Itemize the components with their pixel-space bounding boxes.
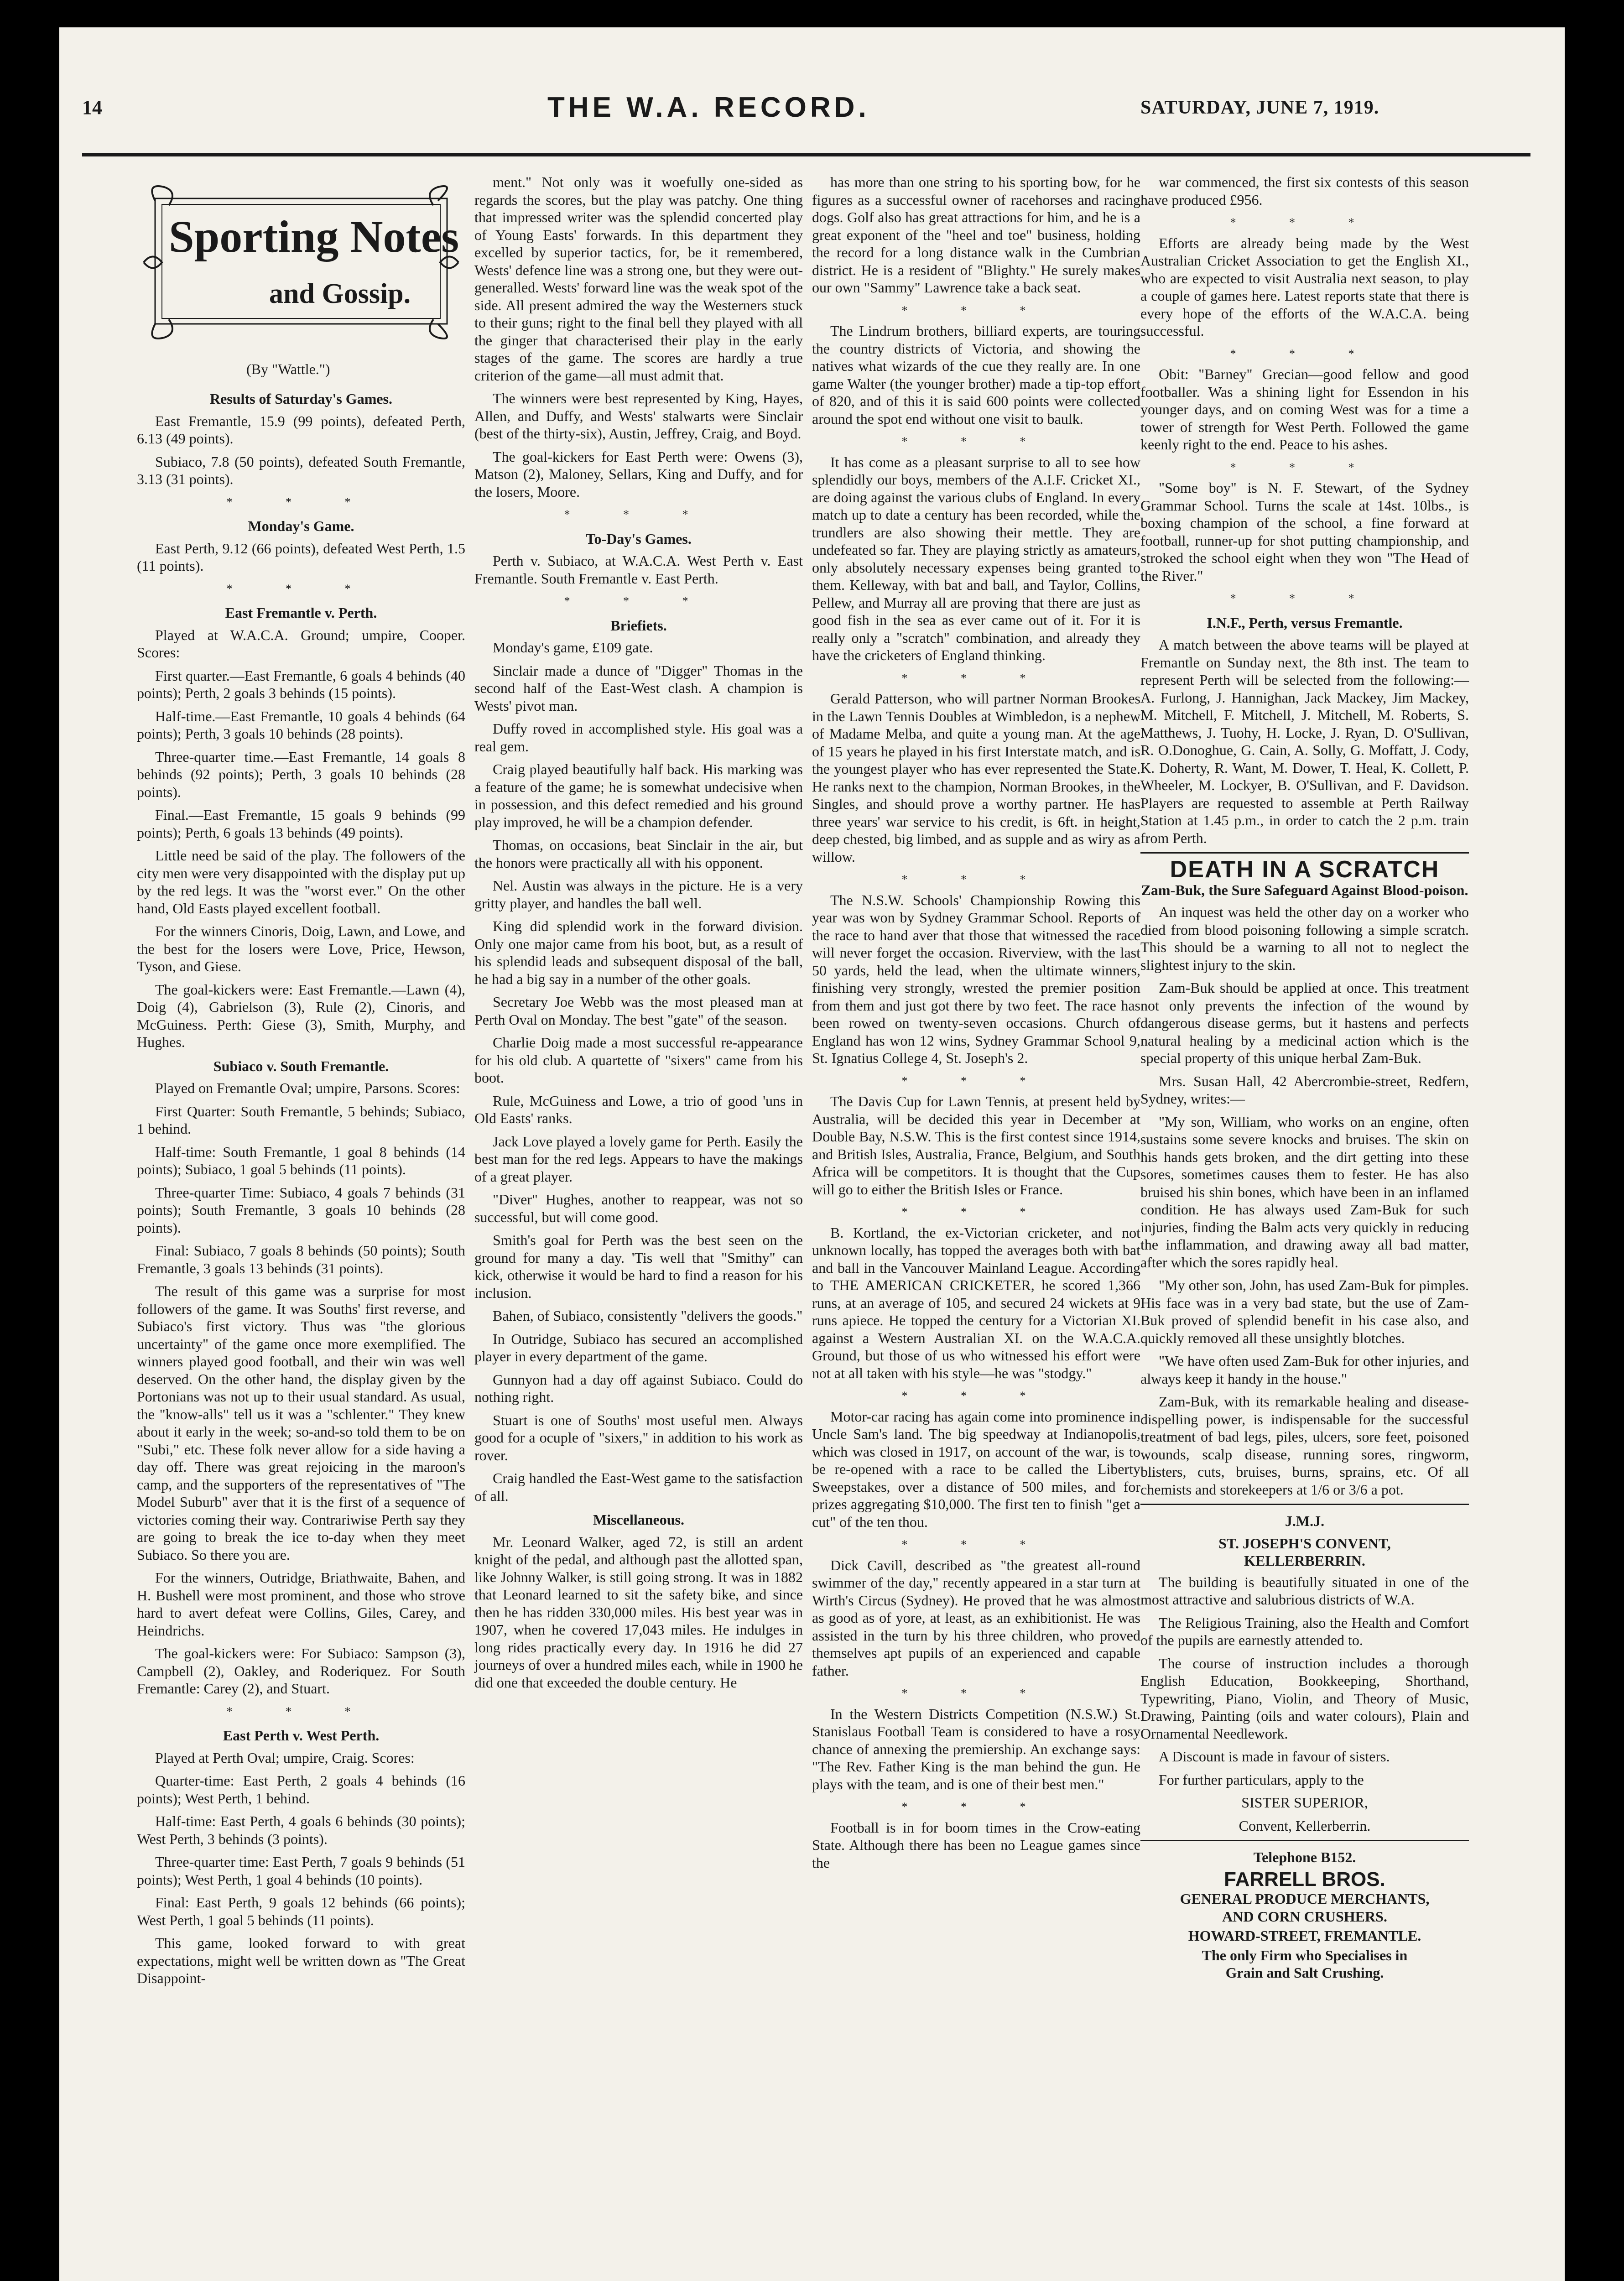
convent-paragraph: The Religious Training, also the Health and Comfort of the pupils are earnestly attended to. [1140,1614,1469,1648]
article-paragraph: Charlie Doig made a most successful re-appearance for his old club. A quartette of "sixers" came from his boot. [474,1034,803,1086]
sporting-notes-banner [137,173,465,381]
article-paragraph: Subiaco, 7.8 (50 points), defeated South Fremantle, 3.13 (31 points). [137,453,465,487]
page-header [82,87,1588,160]
article-paragraph: The goal-kickers for East Perth were: Owens (3), Matson (2), Maloney, Sellars, King and Duffy, and for the losers, Moore. [474,448,803,500]
article-paragraph: Obit: "Barney" Grecian—good fellow and good footballer. Was a shining light for Essendon in his younger days, and on coming West was for a time a tower of strength for West Perth. Followed the game keenly right to the end. Peace to his ashes. [1140,366,1469,453]
article-paragraph: First quarter.—East Fremantle, 6 goals 4 behinds (40 points); Perth, 2 goals 3 behinds (15 points). [137,667,465,701]
column-2 [474,173,803,1697]
section-separator: * * * [901,303,1051,317]
article-paragraph: Little need be said of the play. The followers of the city men were very disappointed with the display put up by the red legs. It was the "worst ever." On the other hand, Old Easts played excellent football. [137,847,465,917]
section-separator: * * * [901,1687,1051,1700]
section-heading: I.N.F., Perth, versus Fremantle. [1207,614,1403,631]
article-paragraph: Craig handled the East-West game to the satisfaction of all. [474,1470,803,1504]
column-4 [1140,173,1469,1982]
article-paragraph: Final.—East Fremantle, 15 goals 9 behinds (99 points); Perth, 6 goals 13 behinds (49 points). [137,807,465,841]
article-paragraph: This game, looked forward to with great expectations, might well be written down as "The Great Disappoint- [137,1935,465,1986]
article-paragraph: It has come as a pleasant surprise to all to see how splendidly our boys, members of the A.I.F. Cricket XI., are doing against the various clubs of England. In every match up to date a century has been recorded, while the trundlers are also showing their mettle. They are undefeated so far. They are playing strictly as amateurs, only absolutely necessary expenses being granted to them. Kelleway, with bat and ball, and Taylor, Collins, Pellew, and Murray all are proving that there are just as good fish in the sea as ever came out of it. For it is really only a "scratch" combination, and already they have the cricketers of England thinking. [812,453,1140,663]
ad-paragraph: An inquest was held the other day on a worker who died from blood poisoning following a simple scratch. This should be a warning to all not to neglect the slightest injury to the skin. [1140,904,1469,973]
article-paragraph: B. Kortland, the ex-Victorian cricketer, and not unknown locally, has topped the averages both with bat and ball in the Vancouver Mainland League. According to THE AMERICAN CRICKETER, he scored 1,366 runs, at an average of 105, and secured 24 wickets at 9 runs apiece. He topped the century for a Victorian XI. against a Western Australian XI. on the W.A.C.A. Ground, but those of us who witnessed his effort were not at all taken with his style—he was "stodgy." [812,1224,1140,1381]
header-rule [82,153,1530,156]
article-paragraph: Gerald Patterson, who will partner Norman Brookes in the Lawn Tennis Doubles at Wimbledon, is a nephew of Madame Melba, and quite a young man. At the age of 15 years he played in his first Interstate match, and is the youngest player who has ever represented the State. He ranks next to the champion, Norman Brookes, in the Singles, and should prove a worthy partner. He has three years' war service to his credit, is 6ft. in height, deep chested, big limbed, and as supple and as wiry as a willow. [812,690,1140,865]
ad-paragraph: "My other son, John, has used Zam-Buk for pimples. His face was in a very bad state, but the use of Zam-Buk proved of splendid benefit in his case also, and quickly removed all these unsightly blotches. [1140,1277,1469,1346]
article-paragraph: Thomas, on occasions, beat Sinclair in the air, but the honors were practically all with his opponent. [474,837,803,871]
ornamental-frame-icon [137,173,465,351]
article-paragraph: Played at Perth Oval; umpire, Craig. Scores: [155,1749,415,1766]
article-paragraph: Secretary Joe Webb was the most pleased man at Perth Oval on Monday. The best "gate" of the season. [474,994,803,1028]
section-heading: Subiaco v. South Fremantle. [213,1057,389,1074]
article-paragraph: East Fremantle, 15.9 (99 points), defeated Perth, 6.13 (49 points). [137,412,465,447]
farrell-line2: AND CORN CRUSHERS. [1222,1908,1387,1925]
section-separator: * * * [901,1538,1051,1551]
section-heading: Results of Saturday's Games. [209,391,392,407]
divider [1140,1840,1469,1841]
convent-name: ST. JOSEPH'S CONVENT, [1218,1535,1391,1552]
article-paragraph: Rule, McGuiness and Lowe, a trio of good 'uns in Old Easts' ranks. [474,1092,803,1126]
article-paragraph: Half-time.—East Fremantle, 10 goals 4 behinds (64 points); Perth, 3 goals 10 behinds (28 points). [137,708,465,742]
section-separator: * * * [226,582,376,595]
article-paragraph: has more than one string to his sporting bow, for he figures as a successful owner of racehorses and racing dogs. Golf also has great attractions for him, and he is a great exponent of the "heel and toe" business, holding the record for a long distance walk in the Cumbrian district. He is a resident of "Blighty." He surely makes our own "Sammy" Lawrence take a back seat. [812,174,1140,296]
section-separator: * * * [901,1800,1051,1813]
article-paragraph: Three-quarter time.—East Fremantle, 14 goals 8 behinds (92 points); Perth, 3 goals 10 behinds (28 points). [137,748,465,800]
convent-paragraph: The building is beautifully situated in one of the most attractive and salubrious districts of W.A. [1140,1573,1469,1608]
convent-place: KELLERBERRIN. [1244,1552,1365,1569]
article-paragraph: Football is in for boom times in the Crow-eating State. Although there has been no League games since the [812,1819,1140,1871]
banner-title: Sporting Notes [169,211,459,262]
convent-paragraph: For further particulars, apply to the [1159,1771,1364,1788]
article-paragraph: The Lindrum brothers, billiard experts, are touring the country districts of Victoria, and showing the natives what wizards of the cue they really are. In one game Walter (the younger brother) made a tip-top effort of 820, and of this it is said 600 points were collected around the spot end without one visit to baulk. [812,323,1140,427]
article-paragraph: King did splendid work in the forward division. Only one major came from his boot, but, as a result of his splendid leads and subsequent disposal of the ball, he had a big say in a number of the other goals. [474,918,803,987]
article-paragraph: The result of this game was a surprise for most followers of the game. It was Souths' first reverse, and Subiaco's first victory. Thus was "the glorious uncertainty" of the game once more exemplified. The winners played good football, and their win was well deserved. On the other hand, the display given by the Portonians was not up to their usual standard. As usual, the "know-alls" tell us it was a "schlenter." They knew about it early in the week; so-and-so told them to be on "Subi," etc. These folk never allow for a side having a day off. There was great rejoicing in the maroon's camp, and the supporters of the representatives of "The Model Suburb" aver that it is the first of a sequence of victories coming their way. Contrariwise Perth say they are going to break the ice to-day when they meet Subiaco. So there you are. [137,1283,465,1563]
section-heading: East Fremantle v. Perth. [225,604,377,621]
article-paragraph: The goal-kickers were: For Subiaco: Sampson (3), Campbell (2), Oakley, and Roderiquez. For South Fremantle: Carey (2), and Stuart. [137,1645,465,1697]
article-paragraph: Half-time: East Perth, 4 goals 6 behinds (30 points); West Perth, 3 behinds (3 points). [137,1813,465,1847]
column-3 [812,173,1140,1877]
byline: (By "Wattle.") [246,361,330,377]
divider [1140,852,1469,854]
article-paragraph: First Quarter: South Fremantle, 5 behinds; Subiaco, 1 behind. [137,1103,465,1137]
convent-signoff-place: Convent, Kellerberrin. [1239,1817,1371,1834]
article-paragraph: Smith's goal for Perth was the best seen on the ground for many a day. 'Tis well that "Smithy" can kick, otherwise it would be hard to find a reason for his inclusion. [474,1232,803,1301]
banner-subtitle: and Gossip. [269,278,411,309]
section-heading: East Perth v. West Perth. [223,1727,380,1744]
article-paragraph: ment." Not only was it woefully one-sided as regards the scores, but the play was patchy. One thing that impressed writer was the splendid concerted play of Young Easts' forwards. In this department they excelled by superior tactics, for, be it remembered, Wests' defence line was a strong one, but they were out-generalled. Wests' forward line was the weak spot of the side. All present admired the way the Westerners stuck to their guns; right to the final bell they played with all the ginger that characterised their play in the early stages of the game. The scores are hardly a true criterion of the game—all must admit that. [474,174,803,384]
article-paragraph: In Outridge, Subiaco has secured an accomplished player in every department of the game. [474,1330,803,1364]
article-paragraph: Monday's game, £109 gate. [493,639,653,656]
article-paragraph: Perth v. Subiaco, at W.A.C.A. West Perth v. East Fremantle. South Fremantle v. East Perth. [474,552,803,587]
ad-paragraph: "My son, William, who works on an engine, often sustains some severe knocks and bruises. The skin on his hands gets broken, and the dirt getting into these sores, sometimes causes them to fester. He has also bruised his shin bones, which have been in an inflamed condition. He has always used Zam-Buk for such injuries, finding the Balm acts very quickly in reducing the inflammation, and drawing away all bad matter, after which the sores rapidly heal. [1140,1113,1469,1271]
section-separator: * * * [1230,216,1379,229]
farrell-name: FARRELL BROS. [1224,1868,1385,1890]
article-paragraph: The goal-kickers were: East Fremantle.—Lawn (4), Doig (4), Gabrielson (3), Rule (2), Cinoris, and McGuiness. Perth: Giese (3), Smith, Murphy, and Hughes. [137,981,465,1050]
farrell-line4: Grain and Salt Crushing. [1225,1964,1384,1981]
section-separator: * * * [226,495,376,509]
article-paragraph: Gunnyon had a day off against Subiaco. Could do nothing right. [474,1371,803,1405]
section-separator: * * * [1230,592,1379,605]
section-separator: * * * [901,435,1051,448]
page-number: 14 [82,96,102,119]
farrell-address: HOWARD-STREET, FREMANTLE. [1188,1927,1421,1944]
article-paragraph: Final: East Perth, 9 goals 12 behinds (66 points); West Perth, 1 goal 5 behinds (11 points). [137,1894,465,1928]
article-paragraph: "Diver" Hughes, another to reappear, was not so successful, but will come good. [474,1191,803,1225]
section-separator: * * * [564,508,713,521]
convent-paragraph: A Discount is made in favour of sisters. [1159,1748,1390,1765]
article-paragraph: Three-quarter time: East Perth, 7 goals 9 behinds (51 points); West Perth, 1 goal 4 behinds (10 points). [137,1854,465,1888]
farrell-telephone: Telephone B152. [1253,1849,1356,1865]
section-heading: Miscellaneous. [593,1511,684,1528]
article-paragraph: Final: Subiaco, 7 goals 8 behinds (50 points); South Fremantle, 3 goals 13 behinds (31 points). [137,1242,465,1276]
ad-paragraph: Mrs. Susan Hall, 42 Abercrombie-street, Redfern, Sydney, writes:— [1140,1073,1469,1107]
section-separator: * * * [564,594,713,608]
section-separator: * * * [901,1205,1051,1219]
article-paragraph: Bahen, of Subiaco, consistently "delivers the goods." [493,1307,803,1324]
convent-initials: J.M.J. [1285,1513,1325,1529]
ad-paragraph: "We have often used Zam-Buk for other injuries, and always keep it handy in the house." [1140,1353,1469,1387]
article-paragraph: The Davis Cup for Lawn Tennis, at present held by Australia, will be decided this year in December at Double Bay, N.S.W. This is the first contest since 1914, and British Isles, Australia, France, Belgium, and South Africa will be competitors. It is thought that the Cup will go to either the British Isles or France. [812,1093,1140,1198]
article-paragraph: Sinclair made a dunce of "Digger" Thomas in the second half of the East-West clash. A champion is Wests' pivot man. [474,662,803,714]
section-separator: * * * [901,1074,1051,1088]
divider [1140,1504,1469,1505]
article-paragraph: war commenced, the first six contests of this season have produced £956. [1140,174,1469,208]
article-paragraph: Nel. Austin was always in the picture. He is a very gritty player, and handles the ball well. [474,877,803,911]
article-paragraph: In the Western Districts Competition (N.S.W.) St. Stanislaus Football Team is considered to have a rosy chance of annexing the premiership. An exchange says: "The Rev. Father King is the man behind the gun. He plays with the team, and is one of their best men." [812,1705,1140,1792]
section-separator: * * * [901,1389,1051,1402]
article-paragraph: Motor-car racing has again come into prominence in Uncle Sam's land. The big speedway at Indianopolis, which was closed in 1917, on account of the war, is to be re-opened with a race to be called the Liberty Sweepstakes, over a distance of 500 miles, and for prizes aggregating $10,000. The first ten to finish "get a cut" of the ten thou. [812,1408,1140,1530]
article-paragraph: For the winners, Outridge, Briathwaite, Bahen, and H. Bushell were most prominent, and those who strove hard to avert defeat were Collins, Giles, Carey, and Heindrichs. [137,1569,465,1639]
convent-signoff: SISTER SUPERIOR, [1241,1794,1368,1811]
article-paragraph: East Perth, 9.12 (66 points), defeated West Perth, 1.5 (11 points). [137,540,465,574]
ad-paragraph: Zam-Buk, with its remarkable healing and disease-dispelling power, is indispensable for the successful treatment of bad legs, piles, ulcers, sore feet, poisoned wounds, scalp disease, running sores, ringworm, blisters, cuts, bruises, burns, sprains, etc. Of all chemists and storekeepers at 1/6 or 3/6 a pot. [1140,1393,1469,1498]
section-heading: To-Day's Games. [586,530,692,547]
article-paragraph: Mr. Leonard Walker, aged 72, is still an ardent knight of the pedal, and although past the allotted span, like Johnny Walker, is still going strong. It was in 1882 that Leonard learned to sit the safety bike, and since then he has ridden 330,000 miles. His best year was in 1907, when he covered 17,043 miles. He indulges in long rides practically every day. In 1916 he did 27 journeys of over a hundred miles each, while in 1900 he did one that exceeded the double century. He [474,1533,803,1691]
article-paragraph: Three-quarter Time: Subiaco, 4 goals 7 behinds (31 points); South Fremantle, 3 goals 10 behinds (28 points). [137,1184,465,1236]
article-paragraph: The winners were best represented by King, Hayes, Allen, and Duffy, and Wests' stalwarts were Sinclair (best of the thirty-six), Austin, Jeffrey, Craig, and Boyd. [474,390,803,442]
article-paragraph: Stuart is one of Souths' most useful men. Always good for a ocuple of "sixers," in addition to his work as rover. [474,1411,803,1463]
ad-subhead: Zam-Buk, the Sure Safeguard Against Blood-poison. [1141,881,1468,898]
article-paragraph: Half-time: South Fremantle, 1 goal 8 behinds (14 points); Subiaco, 1 goal 5 behinds (11 points). [137,1143,465,1177]
article-paragraph: A match between the above teams will be played at Fremantle on Sunday next, the 8th inst. The team to represent Perth will be selected from the following:—A. Furlong, J. Hannighan, Jack Mackey, Jim Mackey, M. Mitchell, F. Mitchell, J. Mitchell, M. Roberts, S. Matthews, J. Tuohy, H. Locke, J. Ryan, D. O'Sullivan, R. O.Donoghue, G. Cain, A. Solly, G. Moffatt, J. Cody, K. Doherty, R. Want, M. Dower, T. Heal, K. Collett, P. Wheeler, M. Lockyer, B. O'Sullivan, and F. Davidson. Players are requested to assemble at Perth Railway Station at 1.45 p.m., in order to catch the 2 p.m. train from Perth. [1140,636,1469,846]
article-paragraph: For the winners Cinoris, Doig, Lawn, and Lowe, and the best for the losers were Love, Price, Hewson, Tyson, and Giese. [137,923,465,974]
section-separator: * * * [901,671,1051,685]
article-paragraph: "Some boy" is N. F. Stewart, of the Sydney Grammar School. Turns the scale at 14st. 10lbs., is boxing champion of the school, a fine forward at football, runner-up for shot putting championship, and stroked the school eight when they won "The Head of the River." [1140,479,1469,584]
article-paragraph: Efforts are already being made by the West Australian Cricket Association to get the English XI., who are expected to visit Australia next season, to play a couple of games here. Latest reports state that there is every hope of the efforts of the W.A.C.A. being successful. [1140,234,1469,339]
ad-paragraph: Zam-Buk should be applied at once. This treatment not only prevents the infection of the wound by dangerous disease germs, but it hastens and perfects natural healing by a medicinal action which is the special property of this unique herbal Zam-Buk. [1140,979,1469,1066]
farrell-line3: The only Firm who Specialises in [1202,1947,1408,1963]
article-paragraph: Duffy roved in accomplished style. His goal was a real gem. [474,720,803,755]
issue-date: SATURDAY, JUNE 7, 1919. [1140,97,1379,118]
section-separator: * * * [1230,347,1379,360]
section-separator: * * * [901,873,1051,886]
article-paragraph: Played at W.A.C.A. Ground; umpire, Cooper. Scores: [137,626,465,661]
article-paragraph: Quarter-time: East Perth, 2 goals 4 behinds (16 points); West Perth, 1 behind. [137,1772,465,1807]
farrell-line1: GENERAL PRODUCE MERCHANTS, [1180,1890,1430,1907]
section-heading: Briefiets. [610,617,667,634]
article-paragraph: The N.S.W. Schools' Championship Rowing this year was won by Sydney Grammar School. Reports of the race to hand aver that those that witnessed the race will never forget the occasion. Riverview, with the last 50 yards, held the lead, when the ultimate winners, finishing very strongly, wrested the premier position from them and just got there by two feet. The race has been rowed on twenty-seven occasions. Church of England has won 12 wins, Sydney Grammar School 9, St. Ignatius College 4, St. Joseph's 2. [812,891,1140,1066]
masthead: THE W.A. RECORD. [547,92,870,123]
convent-paragraph: The course of instruction includes a thorough English Education, Bookkeeping, Shorthand, Typewriting, Piano, Violin, and Theory of Music, Drawing, Painting (oils and water colours), Plain and Ornamental Needlework. [1140,1655,1469,1742]
article-paragraph: Jack Love played a lovely game for Perth. Easily the best man for the red legs. Appears to have the makings of a great player. [474,1133,803,1185]
section-separator: * * * [1230,460,1379,474]
article-paragraph: Craig played beautifully half back. His marking was a feature of the game; he is somewhat undecisive when in possession, and this defect remedied and his ground play improved, he will be a champion defender. [474,761,803,830]
article-paragraph: Dick Cavill, described as "the greatest all-round swimmer of the day," recently appeared in a star turn at Wirth's Circus (Sydney). He proved that he was almost as good as of yore, at least, as an exhibitionist. He was assisted in the turn by his three children, who proved themselves apt pupils of an experienced and capable father. [812,1557,1140,1679]
ad-headline: DEATH IN A SCRATCH [1170,856,1440,883]
section-separator: * * * [226,1704,376,1718]
article-paragraph: Played on Fremantle Oval; umpire, Parsons. Scores: [155,1080,460,1096]
section-heading: Monday's Game. [248,518,354,534]
column-1 [137,173,465,1993]
